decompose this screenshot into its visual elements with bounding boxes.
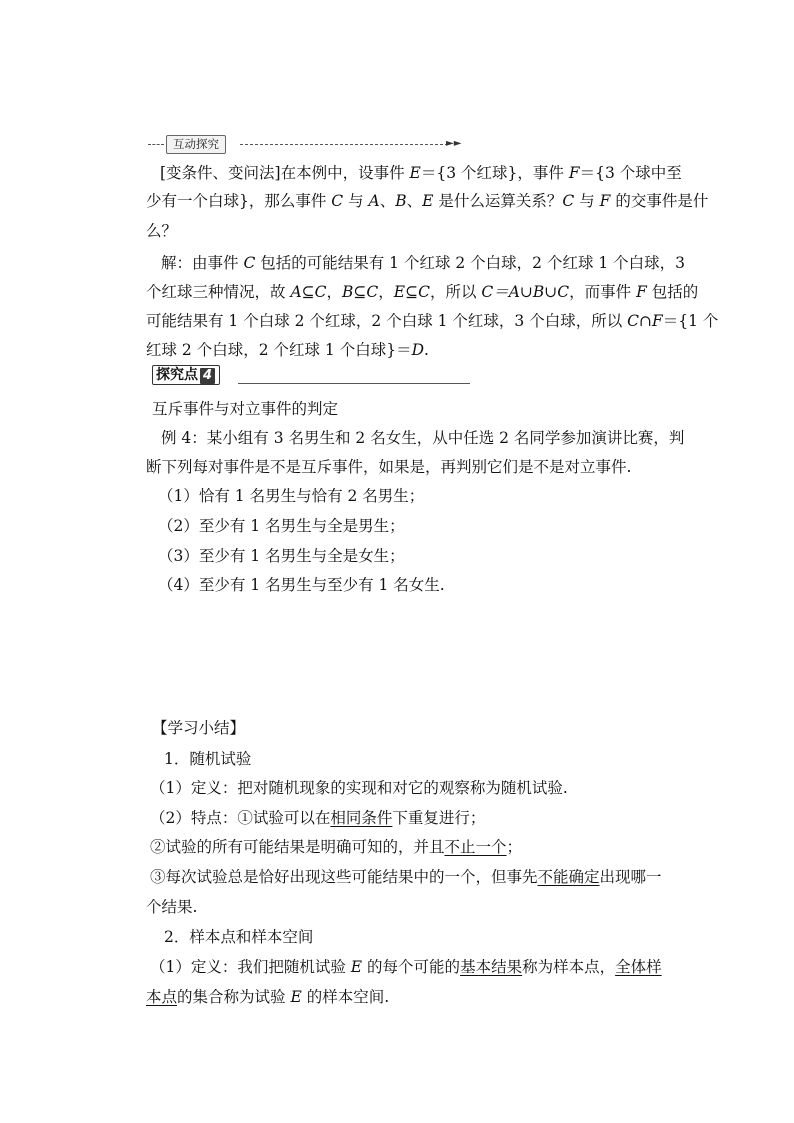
summary-item-heading: 1．随机试验 <box>164 750 252 768</box>
question-line-2: 少有一个白球}，那么事件 C 与 A、B、E 是什么运算关系？C 与 F 的交事件是什 <box>146 192 709 210</box>
summary-definition: （1）定义：把对随机现象的实现和对它的观察称为随机试验. <box>150 779 568 797</box>
section-title: 互斥事件与对立事件的判定 <box>152 400 339 418</box>
question-line-3: 么？ <box>146 222 178 240</box>
interactive-explore-banner <box>148 134 473 156</box>
double-arrow-icon: ►► <box>446 138 462 149</box>
probe-point-number: 4 <box>200 368 215 384</box>
summary-item-heading: 2．样本点和样本空间 <box>164 928 314 946</box>
solution-line-1: 解：由事件 C 包括的可能结果有 1 个红球 2 个白球，2 个红球 1 个白球，3 <box>161 254 686 272</box>
example-item: （2）至少有 1 名男生与全是男生； <box>158 517 405 535</box>
header-rule <box>238 383 470 384</box>
dashed-divider <box>240 144 448 145</box>
question-line-1: [变条件、变问法]在本例中，设事件 E＝{3 个红球}，事件 F＝{3 个球中至 <box>160 164 682 182</box>
example-item: （3）至少有 1 名男生与全是女生； <box>158 547 405 565</box>
summary-feature-1: （2）特点：①试验可以在相同条件下重复进行； <box>150 809 486 827</box>
example-line-2: 断下列每对事件是不是互斥事件，如果是，再判别它们是不是对立事件. <box>146 458 632 476</box>
example-item: （1）恰有 1 名男生与恰有 2 名男生； <box>158 487 425 505</box>
solution-line-3: 可能结果有 1 个白球 2 个红球，2 个白球 1 个红球，3 个白球，所以 C∩F＝{1 个 <box>146 312 719 330</box>
summary-feature-3: ③每次试验总是恰好出现这些可能结果中的一个，但事先不能确定出现哪一 <box>150 868 662 886</box>
example-line-1: 例 4：某小组有 3 名男生和 2 名女生，从中任选 2 名同学参加演讲比赛，判 <box>161 429 685 447</box>
example-item: （4）至少有 1 名男生与至少有 1 名女生. <box>158 576 445 594</box>
probe-point-header <box>152 365 470 387</box>
summary-heading: 【学习小结】 <box>152 719 246 737</box>
probe-point-label: 探究点 4 <box>152 365 220 385</box>
banner-tag: 互动探究 <box>166 135 226 154</box>
solution-line-2: 个红球三种情况，故 A⊆C，B⊆C，E⊆C，所以 C＝A∪B∪C，而事件 F 包括的 <box>146 283 699 301</box>
solution-line-4: 红球 2 个白球，2 个红球 1 个白球}＝D. <box>146 341 429 359</box>
summary-definition-2-cont: 本点的集合称为试验 E 的样本空间. <box>146 988 390 1006</box>
summary-definition-2: （1）定义：我们把随机试验 E 的每个可能的基本结果称为样本点，全体样 <box>150 958 662 976</box>
dashed-divider <box>148 144 164 145</box>
summary-feature-2: ②试验的所有可能结果是明确可知的，并且不止一个； <box>150 838 523 856</box>
summary-feature-3-cont: 个结果. <box>146 898 198 916</box>
